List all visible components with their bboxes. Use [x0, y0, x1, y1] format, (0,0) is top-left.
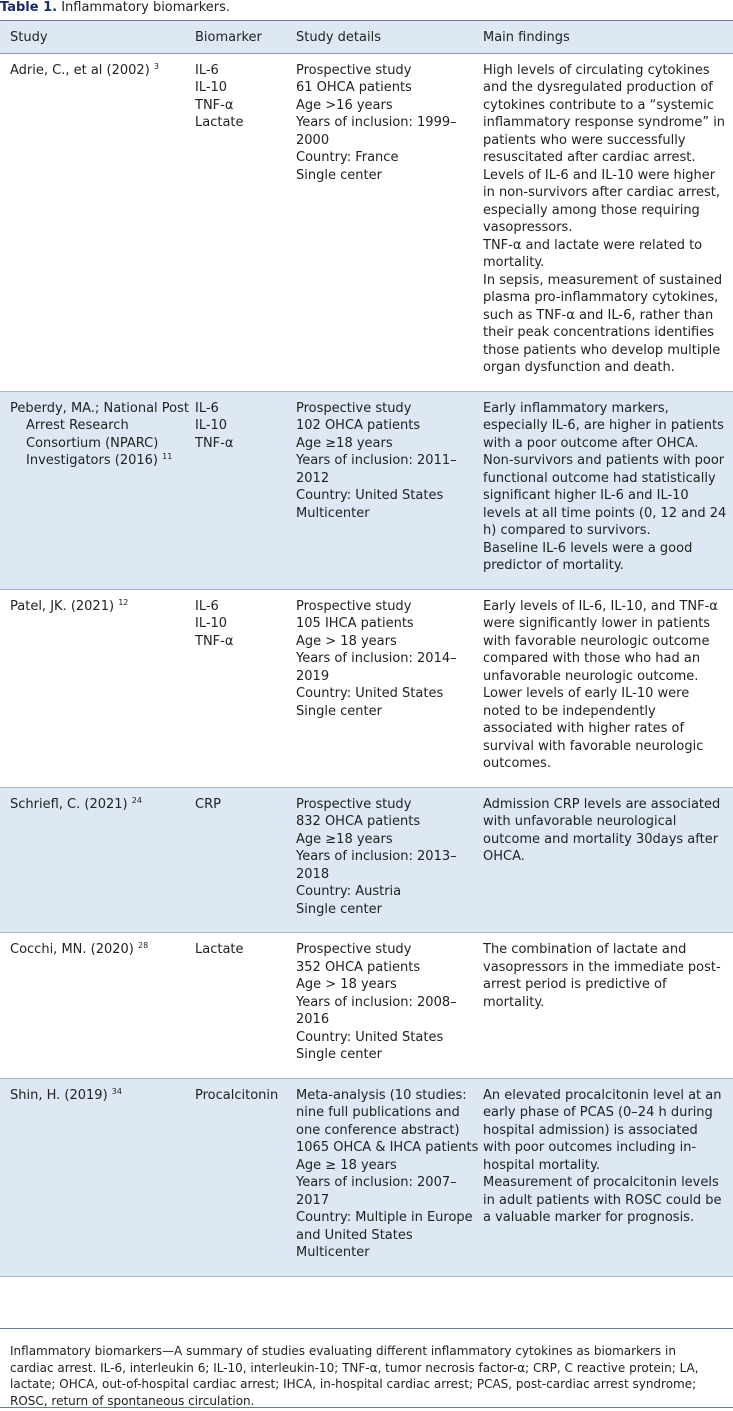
- study-details-cell: [296, 589, 483, 787]
- finding-item: The combination of lactate and vasopressors in the immediate post-arrest period is predictive of mortality.: [483, 942, 721, 1010]
- study-detail-item: 102 OHCA patients: [296, 418, 421, 433]
- header-main-findings: Main findings: [483, 21, 733, 53]
- biomarker-item: TNF-α: [195, 97, 234, 113]
- table-row: [0, 933, 733, 1079]
- study-cell: [0, 391, 195, 589]
- table-label: Table 1.: [0, 0, 58, 15]
- header-study-details: Study details: [296, 21, 483, 53]
- study-detail-item: Prospective study: [296, 796, 412, 812]
- table-row: [0, 53, 733, 391]
- study-detail-item: Age >16 years: [296, 97, 393, 113]
- study-citation: [10, 400, 191, 470]
- main-findings-cell: [483, 787, 733, 933]
- study-detail-item: Country: Austria: [296, 884, 402, 899]
- study-citation: [10, 62, 191, 80]
- study-detail-item: Prospective study: [296, 598, 412, 614]
- study-cell: [0, 1078, 195, 1276]
- biomarker-item: IL-6: [195, 400, 219, 416]
- finding-item: Lower levels of early IL-10 were noted to be independently associated with higher rates of survival with favorable neurologic outcomes.: [483, 686, 704, 771]
- reference-number: 24: [131, 795, 142, 805]
- study-detail-item: Years of inclusion: 2007–2017: [296, 1175, 457, 1208]
- study-detail-item: Country: Multiple in Europe and United States: [296, 1210, 473, 1243]
- table-body: [0, 53, 733, 1276]
- main-findings-cell: [483, 933, 733, 1079]
- table-row: [0, 1078, 733, 1276]
- study-cell: [0, 787, 195, 933]
- finding-item: High levels of circulating cytokines and the dysregulated production of cytokines contribute to a “systemic inflammatory response syndrome” in patients who were successfully resuscitated after cardiac arrest.: [483, 62, 726, 165]
- header-row: [0, 21, 733, 53]
- study-name: Shin, H. (2019): [10, 1087, 108, 1103]
- study-citation: [10, 1087, 191, 1105]
- study-details-cell: [296, 391, 483, 589]
- study-details-cell: [296, 933, 483, 1079]
- biomarker-item: IL-10: [195, 418, 228, 433]
- table-caption: [0, 0, 733, 21]
- table-footnote: Inflammatory biomarkers—A summary of studies evaluating different inflammatory cytokines as biomarkers in cardiac arrest. IL-6, interleukin 6; IL-10, interleukin-10; TNF-α, tumor necrosis factor-α; CRP, C reactive protein; LA, lactate; OHCA, out-of-hospital cardiac arrest; IHCA, in-hospital cardiac arrest; PCAS, post-cardiac arrest syndrome; ROSC, return of spontaneous circulation.: [0, 1328, 733, 1408]
- study-detail-item: Years of inclusion: 2013–2018: [296, 849, 457, 882]
- finding-item: Baseline IL-6 levels were a good predictor of mortality.: [483, 540, 693, 573]
- study-detail-item: Years of inclusion: 2014–2019: [296, 651, 457, 684]
- reference-number: 11: [162, 452, 173, 461]
- study-name: Schriefl, C. (2021): [10, 796, 128, 812]
- study-detail-item: Multicenter: [296, 505, 370, 521]
- finding-item: An elevated procalcitonin level at an early phase of PCAS (0–24 h during hospital admission) is associated with poor outcomes including in-hospital mortality.: [483, 1087, 722, 1173]
- study-name: Cocchi, MN. (2020): [10, 942, 134, 957]
- biomarker-cell: [195, 933, 296, 1079]
- finding-item: Admission CRP levels are associated with unfavorable neurological outcome and mortality 30days after OHCA.: [483, 796, 721, 864]
- finding-item: Non-survivors and patients with poor functional outcome had statistically significant higher IL-6 and IL-10 levels at all time points (0, 12 and 24 h) compared to survivors.: [483, 453, 727, 538]
- finding-item: Levels of IL-6 and IL-10 were higher in non-survivors after cardiac arrest, especially among those requiring vasopressors.: [483, 167, 721, 235]
- finding-item: Early inflammatory markers, especially IL-6, are higher in patients with a poor outcome after OHCA.: [483, 400, 724, 451]
- study-detail-item: Country: United States: [296, 488, 444, 503]
- table-row: [0, 391, 733, 589]
- study-detail-item: Meta-analysis (10 studies: nine full publications and one conference abstract): [296, 1087, 467, 1138]
- biomarker-item: Procalcitonin: [195, 1087, 279, 1103]
- study-cell: [0, 53, 195, 391]
- study-detail-item: Single center: [296, 901, 382, 917]
- study-detail-item: Years of inclusion: 1999–2000: [296, 115, 457, 148]
- biomarker-item: Lactate: [195, 115, 244, 130]
- reference-number: 3: [153, 61, 160, 71]
- biomarker-item: IL-10: [195, 616, 228, 631]
- main-findings-cell: [483, 1078, 733, 1276]
- study-detail-item: Years of inclusion: 2008–2016: [296, 994, 457, 1027]
- biomarker-item: TNF-α: [195, 435, 234, 451]
- study-detail-item: Single center: [296, 703, 382, 719]
- study-detail-item: Prospective study: [296, 942, 412, 957]
- study-detail-item: Country: United States: [296, 1029, 444, 1045]
- study-detail-item: Years of inclusion: 2011–2012: [296, 453, 457, 486]
- study-citation: [10, 796, 191, 814]
- study-detail-item: 1065 OHCA & IHCA patients: [296, 1140, 479, 1155]
- study-detail-item: Country: United States: [296, 686, 444, 701]
- finding-item: Measurement of procalcitonin levels in adult patients with ROSC could be a valuable marker for prognosis.: [483, 1175, 722, 1225]
- study-detail-item: Single center: [296, 1047, 382, 1062]
- study-detail-item: Age ≥18 years: [296, 435, 393, 451]
- study-detail-item: Age ≥ 18 years: [296, 1157, 397, 1173]
- study-details-cell: [296, 787, 483, 933]
- main-findings-cell: [483, 391, 733, 589]
- study-cell: [0, 589, 195, 787]
- finding-item: In sepsis, measurement of sustained plasma pro-inflammatory cytokines, such as TNF-α and IL-6, rather than their peak concentrations identifies those patients who develop multiple organ dysfunction and death.: [483, 272, 723, 375]
- study-detail-item: Age ≥18 years: [296, 831, 393, 847]
- study-detail-item: 832 OHCA patients: [296, 814, 421, 829]
- biomarker-item: Lactate: [195, 942, 244, 957]
- study-details-cell: [296, 53, 483, 391]
- study-detail-item: 61 OHCA patients: [296, 80, 412, 95]
- study-detail-item: Age > 18 years: [296, 977, 397, 992]
- study-citation: [10, 941, 191, 959]
- study-name: Adrie, C., et al (2002): [10, 62, 150, 78]
- finding-item: TNF-α and lactate were related to mortality.: [483, 237, 703, 270]
- biomarkers-table: [0, 21, 733, 1277]
- biomarker-item: IL-6: [195, 598, 219, 614]
- table-row: [0, 589, 733, 787]
- biomarker-item: TNF-α: [195, 633, 234, 649]
- reference-number: 28: [138, 941, 149, 950]
- study-detail-item: Single center: [296, 167, 382, 183]
- study-name: Patel, JK. (2021): [10, 598, 115, 614]
- study-detail-item: 352 OHCA patients: [296, 959, 421, 975]
- study-details-cell: [296, 1078, 483, 1276]
- table-title: Inflammatory biomarkers.: [61, 0, 231, 15]
- finding-item: Early levels of IL-6, IL-10, and TNF-α were significantly lower in patients with favorable neurologic outcome compared with those who had an unfavorable neurologic outcome.: [483, 598, 718, 684]
- biomarker-cell: [195, 53, 296, 391]
- study-citation: [10, 598, 191, 616]
- biomarker-cell: [195, 391, 296, 589]
- biomarker-item: IL-6: [195, 62, 219, 78]
- biomarker-item: IL-10: [195, 80, 228, 95]
- study-cell: [0, 933, 195, 1079]
- study-name: Peberdy, MA.; National Post Arrest Research Consortium (NPARC) Investigators (2016): [10, 400, 189, 468]
- biomarker-cell: [195, 787, 296, 933]
- biomarker-item: CRP: [195, 796, 221, 812]
- main-findings-cell: [483, 53, 733, 391]
- header-biomarker: Biomarker: [195, 21, 296, 53]
- header-study: Study: [0, 21, 195, 53]
- study-detail-item: Multicenter: [296, 1245, 370, 1260]
- study-detail-item: 105 IHCA patients: [296, 616, 414, 631]
- biomarker-cell: [195, 589, 296, 787]
- study-detail-item: Age > 18 years: [296, 633, 397, 649]
- study-detail-item: Prospective study: [296, 62, 412, 78]
- study-detail-item: Country: France: [296, 150, 399, 165]
- reference-number: 12: [118, 597, 129, 607]
- table-row: [0, 787, 733, 933]
- biomarker-cell: [195, 1078, 296, 1276]
- reference-number: 34: [111, 1086, 122, 1096]
- study-detail-item: Prospective study: [296, 400, 412, 416]
- main-findings-cell: [483, 589, 733, 787]
